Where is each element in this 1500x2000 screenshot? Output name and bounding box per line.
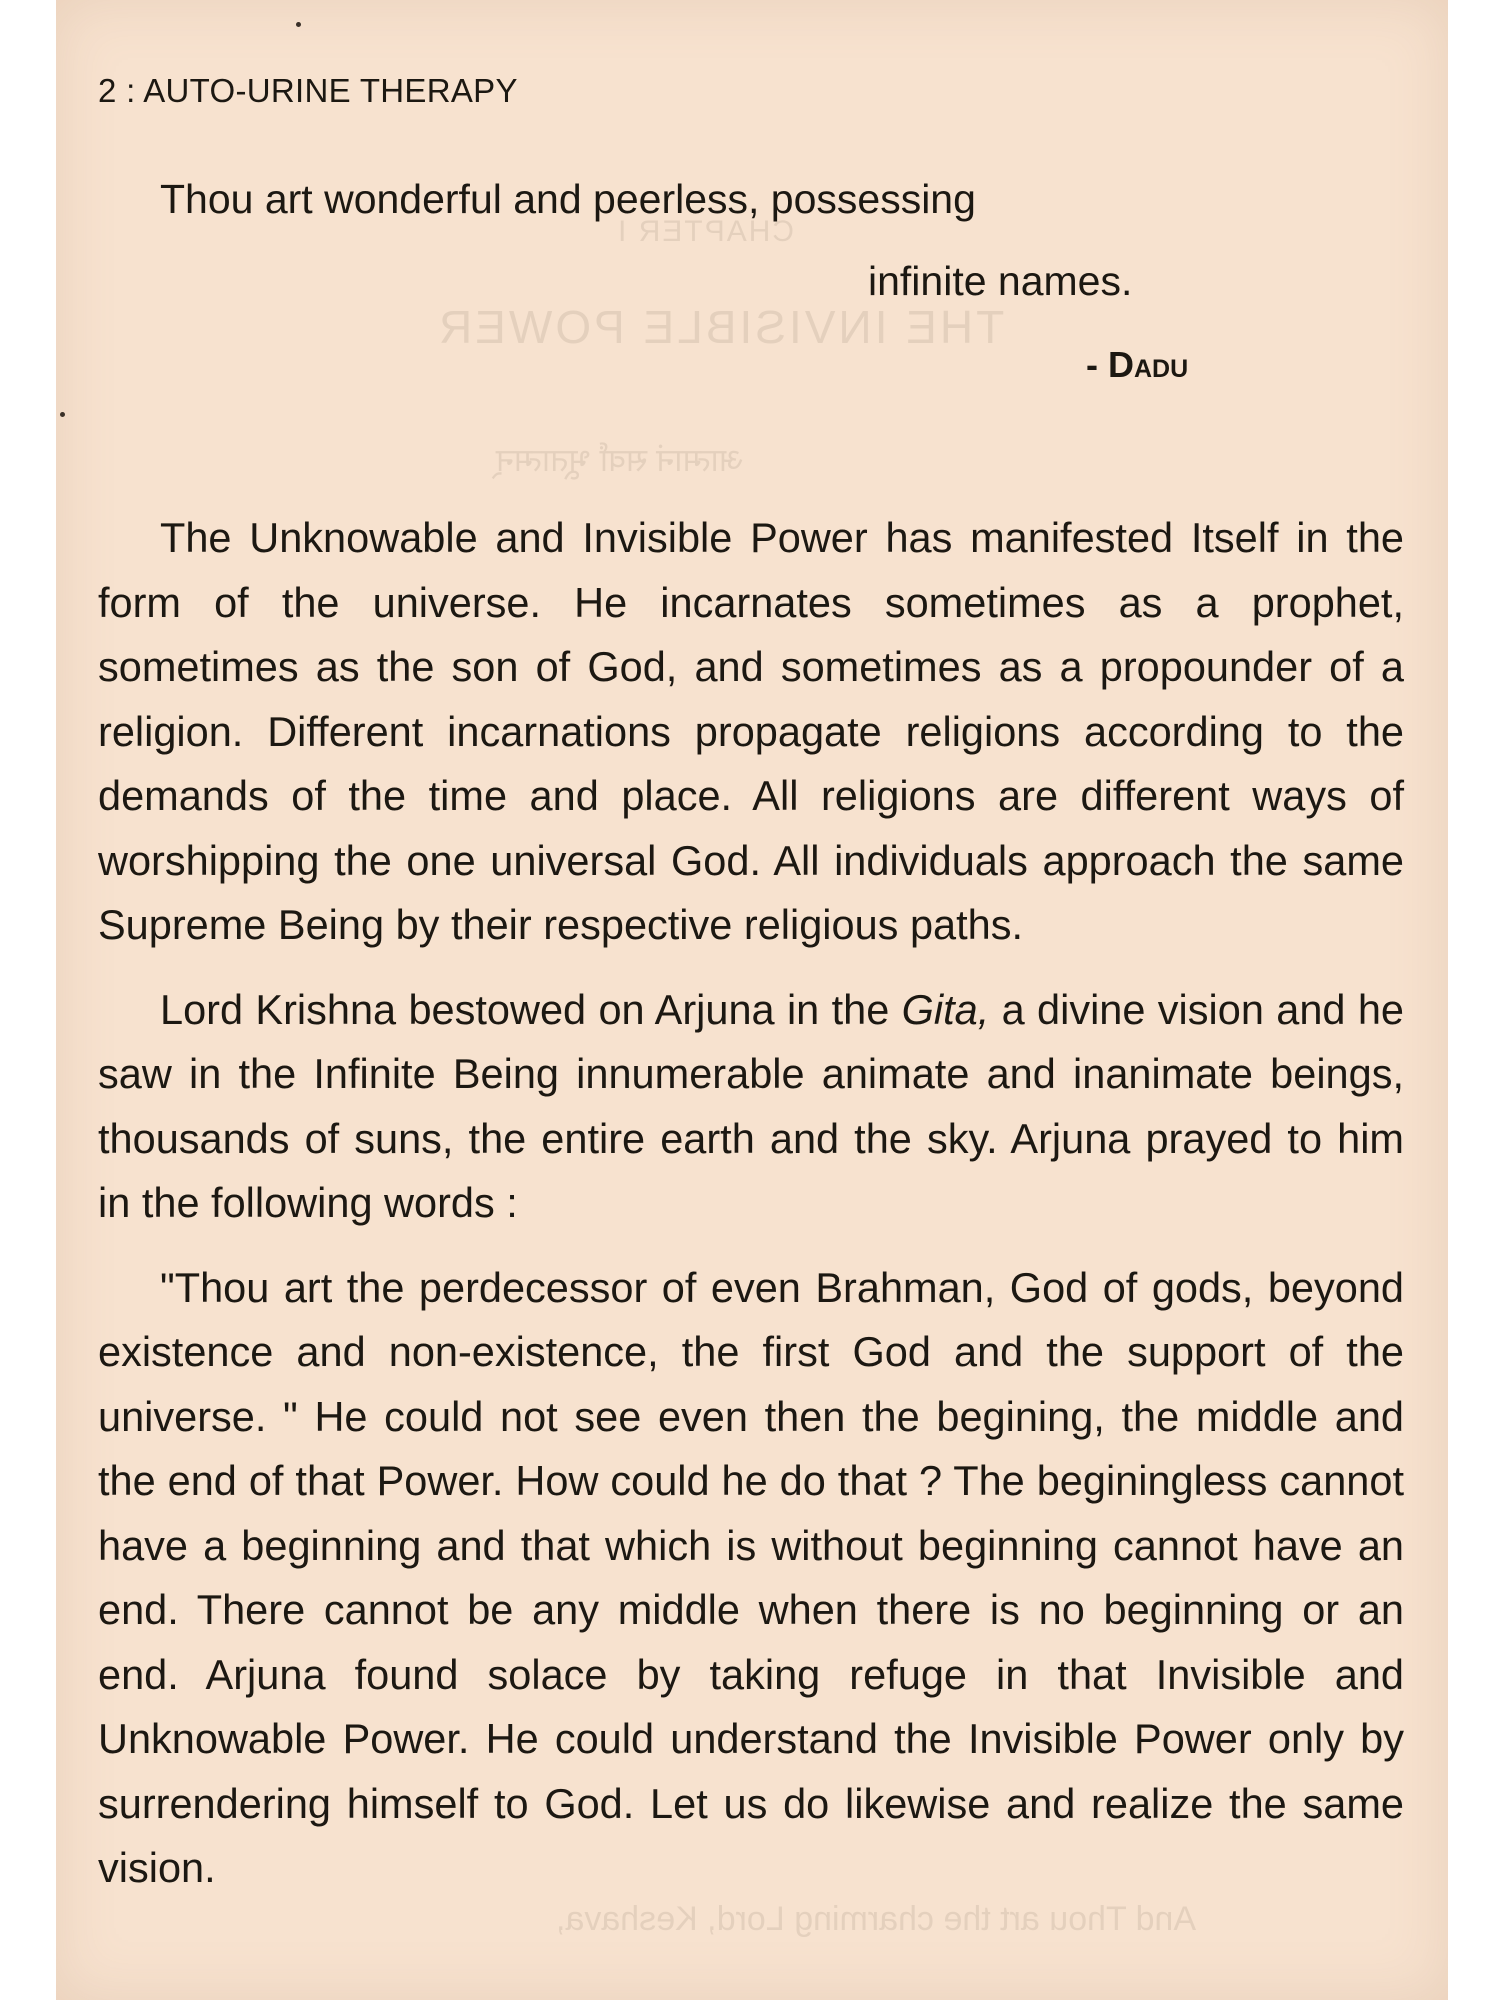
ink-speck (60, 412, 65, 417)
running-head: 2 : AUTO-URINE THERAPY (98, 72, 518, 109)
paragraph-2 (98, 978, 1404, 1236)
paragraph-2-start: Lord Krishna bestowed on Arjuna in the (160, 985, 902, 1033)
epigraph-line-1: Thou art wonderful and peerless, possessing (160, 176, 976, 222)
body-text (98, 506, 1404, 1921)
paragraph-1: The Unknowable and Invisible Power has manifested Itself in the form of the universe. He incarnates sometimes as a prophet, sometimes as the son of God, and sometimes as a propounder of a religion. Different incarnations propagate religions according to the demands of the time and place. All religions are different ways of worshipping the one universal God. All individuals approach the same Supreme Being by their respective religious paths. (98, 514, 1404, 948)
paragraph-2-end: a divine vision and he saw in the Infinite Being innumerable animate and inanimate beings, thousands of suns, the entire earth and the sky. Arjuna prayed to him in the following words : (98, 985, 1404, 1226)
paragraph-3: "Thou art the perdecessor of even Brahman, God of gods, beyond existence and non-existence, the first God and the support of the universe. " He could not see even then the begining, the middle and the end of that Power. How could he do that ? The beginingless cannot have a beginning and that which is without beginning cannot have an end. There cannot be any middle when there is no beginning or an end. Arjuna found solace by taking refuge in that Invisible and Unknowable Power. He could understand the Invisible Power only by surrendering himself to God. Let us do likewise and realize the same vision. (98, 1263, 1404, 1891)
show-through-title: THE INVISIBLE POWER (436, 301, 1005, 353)
epigraph-author: - Dadu (1086, 344, 1189, 385)
show-through-chapter: CHAPTER I (616, 215, 795, 248)
show-through-verse: आत्मानं सर्वां भूतात्मन् (496, 442, 744, 478)
gita-title: Gita, (901, 985, 990, 1033)
book-page (56, 0, 1448, 2000)
epigraph-line-2: infinite names. (868, 258, 1133, 304)
show-through-last-line: And Thou art the charming Lord, Keshava, (556, 1900, 1197, 1938)
ink-speck (296, 22, 301, 27)
